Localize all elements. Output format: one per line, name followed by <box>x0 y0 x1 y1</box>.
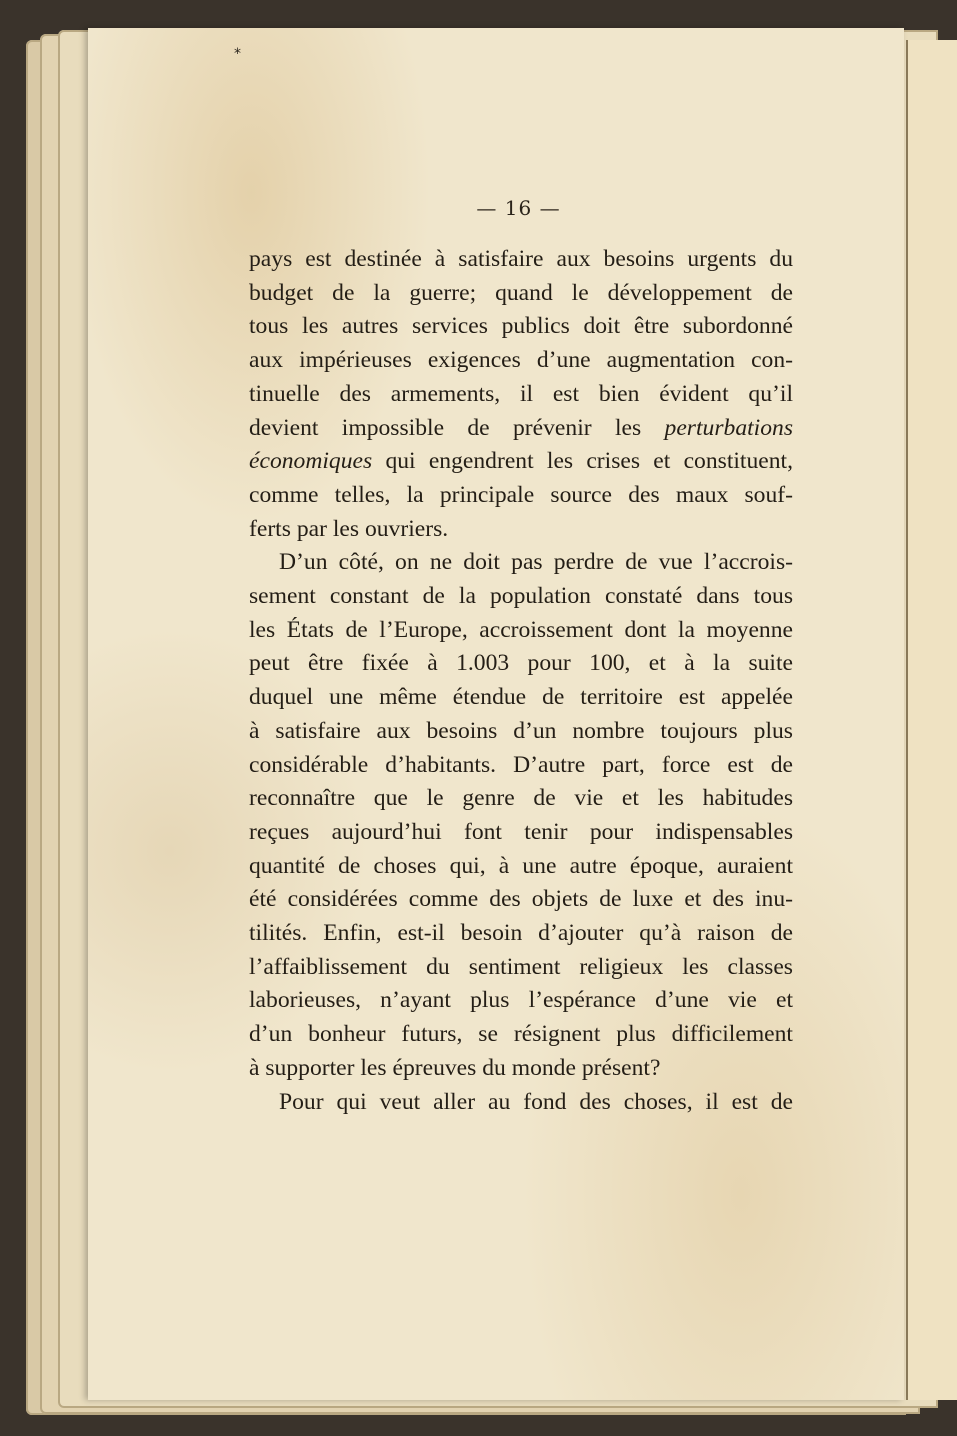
paragraph-2 <box>249 546 793 1085</box>
text-line: peut être fixée à 1.003 pour 100, et à la suite <box>249 650 793 677</box>
text-line: tilités. Enfin, est-il besoin d’ajouter qu’à raison de <box>249 920 793 947</box>
corner-mark: * <box>234 46 241 62</box>
text-line: considérable d’habitants. D’autre part, force est de <box>249 751 793 778</box>
text-line: pays est destinée à satisfaire aux besoins urgents du <box>249 246 793 272</box>
italic-term: économiques <box>249 448 373 475</box>
text-line: duquel une même étendue de territoire est appelée <box>249 684 793 711</box>
text-line: ferts par les ouvriers. <box>249 515 449 542</box>
text-line: comme telles, la principale source des maux souf- <box>249 481 793 508</box>
body-text <box>249 243 793 1119</box>
text-line: à supporter les épreuves du monde présent? <box>249 1054 661 1081</box>
text-line: D’un côté, on ne doit pas perdre de vue l’accrois- <box>279 549 793 576</box>
text-line: les États de l’Europe, accroissement dont la moyenne <box>249 616 793 643</box>
paragraph-3 <box>249 1086 793 1120</box>
text-line: aux impérieuses exigences d’une augmentation con- <box>249 347 793 374</box>
text-line: budget de la guerre; quand le développement de <box>249 279 793 306</box>
text-line: été considérées comme des objets de luxe et des inu- <box>249 886 793 913</box>
text-segment: devient impossible de prévenir les <box>249 414 642 441</box>
text-line: reçues aujourd’hui font tenir pour indispensables <box>249 818 793 845</box>
page-number: — 16 — <box>476 196 561 220</box>
text-line <box>249 445 793 479</box>
text-line: reconnaître que le genre de vie et les habitudes <box>249 785 793 812</box>
text-line: sement constant de la population constaté dans tous <box>249 583 793 610</box>
italic-term: perturbations <box>664 414 793 441</box>
paragraph-1 <box>249 243 793 546</box>
text-line <box>249 412 793 446</box>
text-segment: qui engendrent les crises et constituent, <box>385 448 793 475</box>
text-line: l’affaiblissement du sentiment religieux les classes <box>249 953 793 980</box>
text-line: d’un bonheur futurs, se résignent plus difficilement <box>249 1021 793 1048</box>
text-line: à satisfaire aux besoins d’un nombre toujours plus <box>249 717 793 744</box>
text-line: tous les autres services publics doit être subordonné <box>249 313 793 340</box>
text-line: tinuelle des armements, il est bien évident qu’il <box>249 380 793 407</box>
text-line: laborieuses, n’ayant plus l’espérance d’une vie et <box>249 987 793 1014</box>
facing-page-edge <box>906 40 957 1400</box>
text-line: quantité de choses qui, à une autre époque, auraient <box>249 852 793 879</box>
text-line: Pour qui veut aller au fond des choses, il est de <box>279 1088 793 1115</box>
